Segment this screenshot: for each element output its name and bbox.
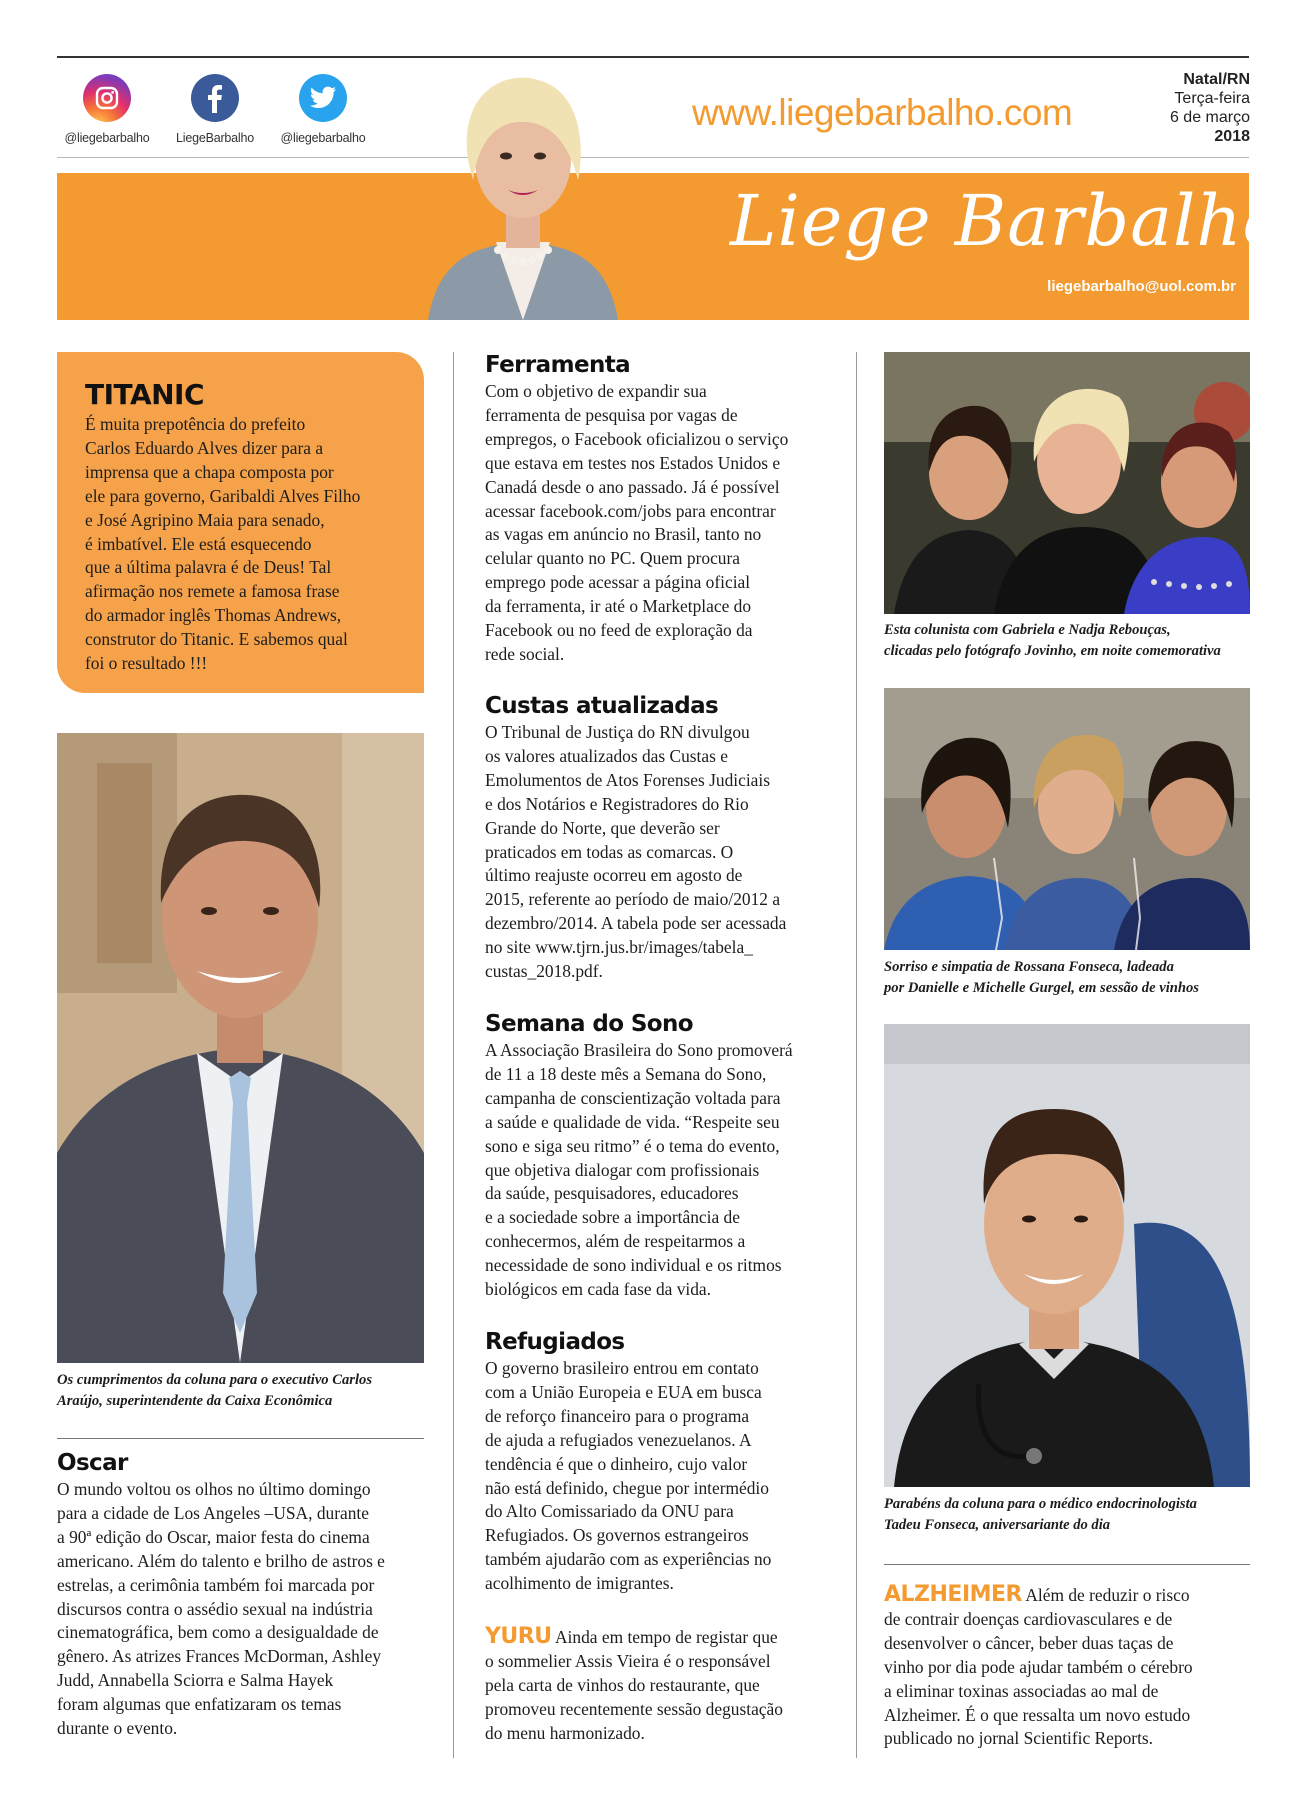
instagram-icon (83, 74, 131, 122)
header-sub-rule (57, 157, 1249, 158)
photo-colunista-gabriela-nadja (884, 352, 1250, 614)
alzheimer-section (884, 1583, 1264, 1751)
yuru-section (485, 1625, 845, 1746)
dateline-city: Natal/RN (1183, 71, 1250, 88)
section-rule (884, 1564, 1250, 1565)
sono-body: A Associação Brasileira do Sono promoverá de 11 a 18 deste mês a Semana do Sono, campanha de conscientização voltada para a saúde e qualidade de vida. “Respeite seu sono e siga seu ritmo” é o tema do evento, que objetiva dialogar com profissionais da saúde, pesquisadores, educadores e a sociedade sobre a importância de conhecermos, além de respeitarmos a necessidade de sono individual e os ritmos biológicos em cada fase da vida. (485, 1040, 793, 1300)
sono-title: Semana do Sono (485, 1011, 693, 1037)
custas-title: Custas atualizadas (485, 693, 719, 719)
facebook-link[interactable] (160, 74, 270, 145)
caption-rossana-danielle-michelle: Sorriso e simpatia de Rossana Fonseca, ladeada por Danielle e Michelle Gurgel, em sessão de vinhos (884, 959, 1199, 996)
photo-carlos-araujo (57, 733, 424, 1363)
header-top-rule (57, 56, 1249, 58)
facebook-icon (191, 74, 239, 122)
twitter-icon (299, 74, 347, 122)
custas-section (485, 693, 845, 984)
oscar-body: O mundo voltou os olhos no último domingo para a cidade de Los Angeles –USA, durante a 90ª edição do Oscar, maior festa do cinema americano. Além do talento e brilho de astros e estrelas, a cerimônia também foi marcada por discursos contra o assédio sexual na indústria cinematográfica, bem como a desigualdade de gênero. As atrizes Frances McDorman, Ashley Judd, Annabella Sciorra e Salma Hayek foram algumas que enfatizaram os temas durante o evento. (57, 1479, 385, 1739)
refugiados-body: O governo brasileiro entrou em contato com a União Europeia e EUA em busca de reforço financeiro para o programa de ajuda a refugiados venezuelanos. A tendência é que o dinheiro, cujo valor não está definido, chegue por intermédio do Alto Comissariado da ONU para Refugiados. Os governos estrangeiros também ajudarão com as experiências no acolhimento de imigrantes. (485, 1358, 772, 1594)
dateline (1170, 70, 1250, 146)
twitter-handle: @liegebarbalho (280, 131, 366, 145)
instagram-link[interactable] (52, 74, 162, 145)
ferramenta-section (485, 352, 845, 667)
column-title: Liege Barbalho (730, 180, 1286, 262)
alzheimer-body: ALZHEIMER Além de reduzir o risco de contrair doenças cardiovasculares e de desenvolver o câncer, beber duas taças de vinho por dia pode ajudar também o cérebro a eliminar toxinas associadas ao mal de Alzheimer. É o que ressalta um novo estudo publicado no jornal Scientific Reports. (884, 1582, 1193, 1749)
refugiados-section (485, 1329, 845, 1596)
column-divider (453, 352, 454, 1758)
facebook-handle: LiegeBarbalho (175, 131, 255, 145)
oscar-title: Oscar (57, 1450, 128, 1476)
sono-section (485, 1011, 845, 1302)
ferramenta-title: Ferramenta (485, 352, 631, 378)
caption-carlos-araujo: Os cumprimentos da coluna para o executivo Carlos Araújo, superintendente da Caixa Econômica (57, 1372, 372, 1409)
custas-body: O Tribunal de Justiça do RN divulgou os valores atualizados das Custas e Emolumentos de Atos Forenses Judiciais e dos Notários e Registradores do Rio Grande do Norte, que deverão ser praticados em todas as comarcas. O último reajuste ocorreu em agosto de 2015, referente ao período de maio/2012 a dezembro/2014. A tabela pode ser acessada no site www.tjrn.jus.br/images/tabela_ custas_2018.pdf. (485, 722, 787, 982)
caption-colunista-gabriela-nadja: Esta colunista com Gabriela e Nadja Rebouças, clicadas pelo fotógrafo Jovinho, em noite comemorativa (884, 622, 1221, 659)
column-email[interactable]: liegebarbalho@uol.com.br (1047, 278, 1236, 295)
titanic-body: É muita prepotência do prefeito Carlos Eduardo Alves dizer para a imprensa que a chapa composta por ele para governo, Garibaldi Alves Filho e José Agripino Maia para senado, é imbatível. Ele está esquecendo que a última palavra é de Deus! Tal afirmação nos remete a famosa frase do armador inglês Thomas Andrews, construtor do Titanic. E sabemos qual foi o resultado !!! (85, 414, 361, 674)
photo-tadeu-fonseca (884, 1024, 1250, 1487)
oscar-section (57, 1450, 442, 1741)
refugiados-title: Refugiados (485, 1329, 625, 1355)
yuru-body: YURU Ainda em tempo de registar que o sommelier Assis Vieira é o responsável pela carta de vinhos do restaurante, que promoveu recentemente sessão degustação do menu harmonizado. (485, 1624, 783, 1743)
alzheimer-kicker: ALZHEIMER (884, 1582, 1022, 1607)
ferramenta-body: Com o objetivo de expandir sua ferramenta de pesquisa por vagas de empregos, o Facebook oficializou o serviço que estava em testes nos Estados Unidos e Canadá desde o ano passado. Já é possível acessar facebook.com/jobs para encontrar as vagas em anúncio no Brasil, tanto no celular quanto no PC. Quem procura emprego pode acessar a página oficial da ferramenta, ir até o Marketplace do Facebook ou no feed de exploração da rede social. (485, 381, 789, 664)
yuru-kicker: YURU (485, 1624, 552, 1649)
dateline-year: 2018 (1214, 128, 1250, 145)
columnist-portrait (418, 60, 628, 320)
titanic-title: TITANIC (85, 378, 205, 411)
instagram-handle: @liegebarbalho (64, 131, 150, 145)
site-url[interactable]: www.liegebarbalho.com (692, 92, 1073, 133)
dateline-weekday: Terça-feira (1174, 90, 1250, 107)
titanic-box (57, 352, 424, 693)
photo-rossana-danielle-michelle (884, 688, 1250, 950)
twitter-link[interactable] (268, 74, 378, 145)
dateline-day: 6 de março (1169, 109, 1250, 126)
column-divider (856, 352, 857, 1758)
section-rule (57, 1438, 424, 1439)
caption-tadeu-fonseca: Parabéns da coluna para o médico endocrinologista Tadeu Fonseca, aniversariante do dia (884, 1496, 1197, 1533)
